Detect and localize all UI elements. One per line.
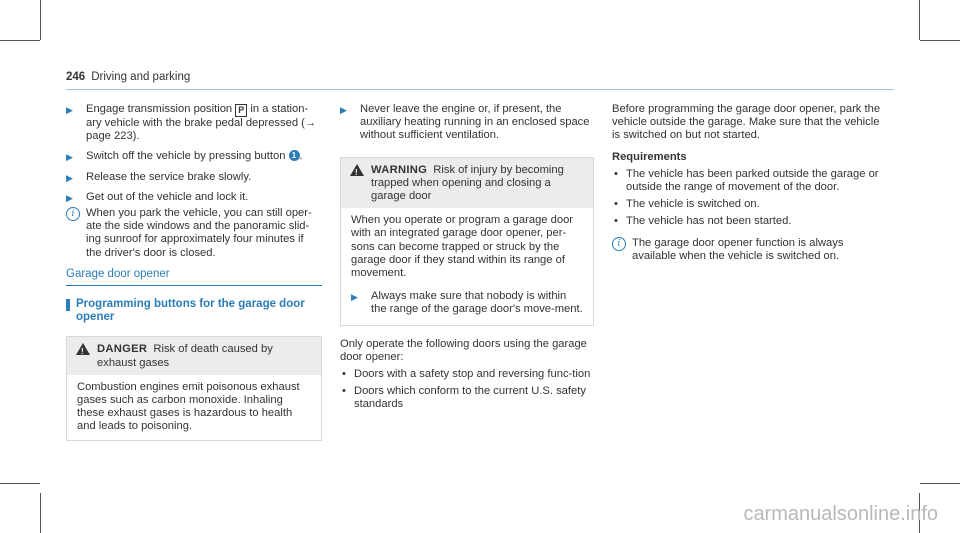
sub-title: Programming buttons for the garage door opener	[66, 298, 322, 324]
section-name: Driving and parking	[91, 71, 191, 83]
requirements-list	[612, 168, 882, 229]
danger-label: DANGER	[97, 343, 148, 356]
warning-triangle-icon: !	[350, 164, 364, 176]
page-number: 246	[66, 71, 86, 83]
crop-mark	[919, 0, 920, 40]
title-bar	[66, 299, 70, 311]
danger-header	[67, 337, 321, 374]
step-get-out: ▶ Get out of the vehicle and lock it.	[66, 191, 322, 204]
warning-triangle-icon: !	[76, 343, 90, 355]
column-3	[612, 103, 882, 270]
list-item: • The vehicle is switched on.	[612, 198, 882, 211]
step-arrow-icon: ▶	[66, 105, 73, 115]
info-note: i The garage door opener function is always available when the vehicle is switched on.	[612, 237, 882, 263]
list-item: • The vehicle has been parked outside the garage or outside the range of movement of the door.	[612, 168, 882, 194]
warning-heading: Risk of injury by becoming trapped when opening and closing a garage door	[371, 163, 564, 203]
warning-header	[341, 158, 593, 209]
step-always-check: ▶ Always make sure that nobody is within the range of the garage door's move-ment.	[351, 290, 583, 316]
warning-label: WARNING	[371, 163, 428, 176]
info-icon: i	[612, 237, 626, 251]
requirements-heading: Requirements	[612, 150, 687, 163]
crop-mark	[40, 0, 41, 40]
step-arrow-icon: ▶	[66, 192, 73, 203]
step-arrow-icon: ▶	[66, 172, 73, 183]
header-divider	[66, 89, 894, 90]
section-title: Garage door opener	[66, 268, 322, 286]
crop-mark	[40, 493, 41, 533]
doors-intro: Only operate the following doors using the garage door opener:	[340, 337, 587, 363]
doors-list	[340, 368, 594, 412]
info-icon: i	[66, 207, 80, 221]
danger-heading: Risk of death caused by exhaust gases	[97, 343, 273, 369]
programming-intro: Before programming the garage door opener, park the vehicle outside the garage. Make sure that the vehicle is switched on but not started.	[612, 103, 881, 142]
danger-box	[66, 336, 322, 440]
crop-mark	[920, 40, 960, 41]
step-arrow-icon: ▶	[66, 152, 73, 163]
button-number-badge: 1	[289, 150, 300, 161]
danger-body: Combustion engines emit poisonous exhaust gases such as carbon monoxide. Inhaling these exhaust gases is hazardous to health and leads to poisoning.	[77, 380, 300, 433]
step-arrow-icon: ▶	[351, 292, 358, 303]
step-engage-park: ▶ Engage transmission position P in a station-ary vehicle with the brake pedal depressed (→ page 223).	[66, 103, 317, 143]
step-arrow-icon: ▶	[340, 105, 347, 115]
warning-box	[340, 157, 594, 326]
crop-mark	[0, 483, 40, 484]
park-position-icon: P	[235, 104, 247, 117]
warning-body: When you operate or program a garage door with an integrated garage door opener, per-sons can become trapped or struck by the garage door if they stand within its range of movement. ▶ Always make sure that nobody is within the range of the garage door's move-ment.	[351, 214, 583, 316]
step-switch-off: ▶ Switch off the vehicle by pressing button 1 .	[66, 150, 322, 163]
crop-mark	[920, 483, 960, 484]
column-1	[66, 103, 322, 441]
list-item: • Doors with a safety stop and reversing func-tion	[340, 368, 594, 381]
watermark-logo: carmanualsonline.info	[743, 503, 938, 525]
info-note: i When you park the vehicle, you can still oper-ate the side windows and the panoramic slid-ing sunroof for approximately four minutes if the driver's door is closed.	[66, 207, 322, 260]
page-header	[66, 71, 190, 83]
list-item: • The vehicle has not been started.	[612, 215, 882, 228]
step-release-brake: ▶ Release the service brake slowly.	[66, 171, 322, 184]
crop-mark	[0, 40, 40, 41]
column-2	[340, 103, 594, 412]
step-never-leave-engine: ▶ Never leave the engine or, if present, the auxiliary heating running in an enclosed space without sufficient ventilation.	[340, 103, 590, 142]
list-item: • Doors which conform to the current U.S. safety standards	[340, 385, 594, 411]
